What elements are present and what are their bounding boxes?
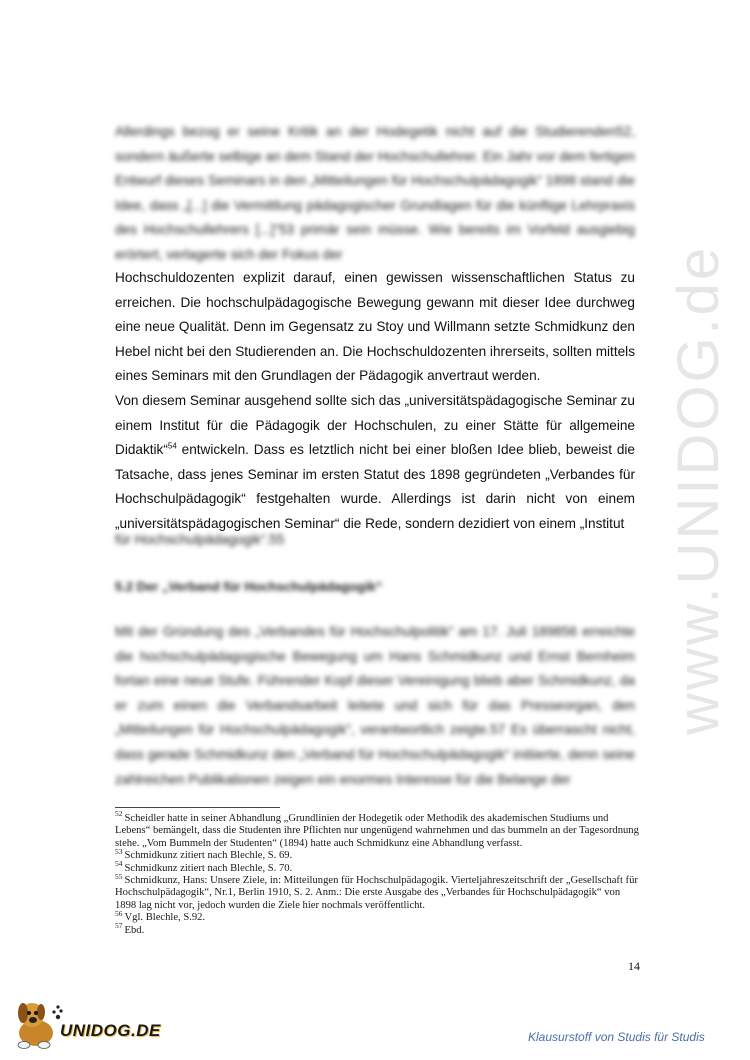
page-number: 14	[628, 959, 640, 973]
footnote-item	[115, 921, 640, 937]
blurred-paragraph-top: Allerdings bezog er seine Kritik an der Hodegetik nicht auf die Studierenden52, sondern äußerte selbige an dem Stand der Hochschullehrer. Ein Jahr vor dem fertigen Entwurf dieses Seminars in den „Mitteilungen für Hochschulpädagogik“ 1898 stand die Idee, dass „[...] die Vermittlung pädagogischer Grundlagen für die künftige Lehrpraxis des Hochschullehrers [...]“53 primär sein müsse. Wie bereits im Vorfeld ausgiebig erörtert, verlagerte sich der Fokus der	[115, 124, 635, 262]
blurred-paragraph-section: Mit der Gründung des „Verbandes für Hochschulpolitik“ am 17. Juli 189856 erreichte die hochschulpädagogische Bewegung um Hans Schmidkunz und Ernst Bernheim fortan eine neue Stufe. Führender Kopf dieser Vereinigung blieb aber Schmidkunz, da er zum einen die Verbandsarbeit leitete und sich für das Presseorgan, den „Mitteilungen für Hochschulpädagogik“, verantwortlich zeigte.57 Es überrascht nicht, dass gerade Schmidkunz den „Verband für Hochschulpädagogik“ initiierte, denn seine zahlreichen Publikationen zeigen ein enormes Interesse für die Belange der	[115, 624, 635, 787]
body-paragraph-1: Hochschuldozenten explizit darauf, einen gewissen wissenschaftlichen Status zu erreichen. Die hochschulpädagogische Bewegung gewann mit dieser Idee durchweg eine neue Qualität. Denn im Gegensatz zu Stoy und Willmann setzte Schmidkunz den Hebel nicht bei den Studierenden an. Die Hochschuldozenten ihrerseits, sollten mittels eines Seminars mit den Grundlagen der Pädagogik anvertraut werden.	[115, 270, 635, 384]
footnote-number: 55	[115, 871, 123, 881]
footnote-item	[115, 809, 640, 850]
footnote-text: Ebd.	[124, 924, 145, 936]
footer-slogan: Klausurstoff von Studis für Studis	[528, 1030, 705, 1044]
blurred-paragraph-continuation: für Hochschulpädagogik“.55	[115, 532, 285, 547]
footnote-item	[115, 846, 640, 862]
footnote-text: Scheidler hatte in seiner Abhandlung „Grundlinien der Hodegetik oder Methodik des akademischen Studiums und Lebens“ bemängelt, dass die Studenten ihre Pflichten nur ungenügend wahrnehmen und das bummeln an der Tagesordnung stehe. „Vom Bummeln der Studenten“ (1894) hatte auch Schmidkunz eine Abhandlung verfasst.	[115, 813, 639, 849]
dog-mascot-icon	[14, 995, 64, 1051]
section-heading: 5.2 Der „Verband für Hochschulpädagogik“	[115, 579, 383, 594]
footnote-text: Schmidkunz zitiert nach Blechle, S. 70.	[124, 862, 293, 874]
unidog-logo	[14, 995, 161, 1051]
body-paragraph-2-after: entwickeln. Dass es letztlich nicht bei einer bloßen Idee blieb, beweist die Tatsache, dass jenes Seminar im ersten Statut des 1898 gegründeten „Verbandes für Hochschulpädagogik“ festgehalten wurde. Allerdings ist darin nicht von einem „universitätspädagogischen Seminar“ die Rede, sondern dezidiert von einem „Institut	[115, 442, 635, 531]
footnote-item	[115, 871, 640, 912]
footnote-list	[115, 809, 640, 937]
footnote-ref-54: 54	[167, 441, 177, 451]
logo-text: UNIDOG.DE	[60, 1021, 161, 1040]
footnote-number: 57	[115, 921, 123, 931]
footnote-text: Schmidkunz zitiert nach Blechle, S. 69.	[124, 850, 293, 862]
footnote-number: 53	[115, 846, 123, 856]
watermark: www.UNIDOG.de	[666, 244, 731, 735]
body-paragraph-2-before: Von diesem Seminar ausgehend sollte sich das „universitätspädagogische Seminar zu einem Institut für die Pädagogik der Hochschulen, zu einer Stätte für allgemeine Didaktik“	[115, 393, 635, 458]
footnote-divider	[115, 807, 280, 808]
footnote-number: 54	[115, 859, 123, 869]
footnote-number: 52	[115, 809, 123, 819]
body-paragraph-2	[115, 389, 635, 537]
footnote-text: Schmidkunz, Hans: Unsere Ziele, in: Mitteilungen für Hochschulpädagogik. Vierteljahreszeitschrift der „Gesellschaft für Hochschulpädagogik“, Nr.1, Berlin 1910, S. 2. Anm.: Die erste Ausgabe des „Verbandes für Hochschulpädagogik“ von 1898 lag nicht vor, jedoch wurden die Ziele hier nochmals veröffentlicht.	[115, 875, 638, 911]
footnote-item	[115, 859, 640, 875]
footnote-text: Vgl. Blechle, S.92.	[124, 912, 206, 924]
footnote-item	[115, 908, 640, 924]
footnote-number: 56	[115, 908, 123, 918]
